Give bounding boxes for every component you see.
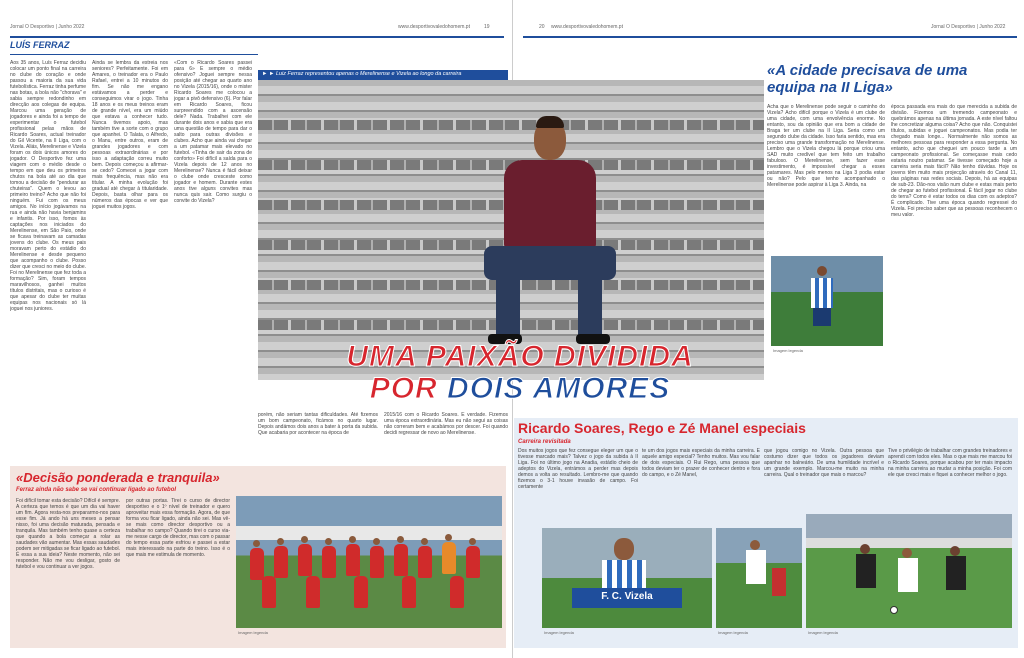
player-shirt-white xyxy=(898,558,918,592)
right-header-page: 20 xyxy=(539,24,545,30)
team-player-head xyxy=(301,536,308,543)
player-shirt xyxy=(746,550,766,584)
box-right-title: Ricardo Soares, Rego e Zé Manel especiais xyxy=(518,420,806,436)
player-photo-blue-white xyxy=(771,256,883,346)
team-player xyxy=(274,546,288,578)
ad-board xyxy=(806,538,1012,548)
player-head xyxy=(860,544,870,554)
team-player-head xyxy=(253,540,260,547)
team-player xyxy=(298,544,312,576)
box-right-text-3: que jogou comigo no Vizela. Outra pessoa que costumo dizer que todos os jogadores deviam apanhar no balneário. De uma humildade incrível e um grande exemplo. Marcou-me muito na minha carreira. Qual o treinador que mais o marcou? xyxy=(764,448,884,478)
article-column-2: Ainda se lembra da estreia nos seniores? Perfeitamente. Foi em Amares, o treinador era o Paulo Rafael, entrei a 10 minutos do fim. Se não me engano estávamos a perder e conseguimos virar o jogo. Tinha 18 anos e os meus treinos eram de grande nível, era um miúdo que estava a conhecer tudo. Nunca tivemos apoio, mas também tive a sorte com o grupo que apanhei. O Talata, o Alfredo, o Manu, entre outros, eram de grandes jogadores e com pessoas extraordinárias e por isso a adaptação correu muito bem. Depois começou a afirmar-se cedo? Comecei a jogar com mais frequência, mas não era titular. A minha evolução foi gradual até chegar à titularidade. Depois, basta olhar para os números das épocas e ver que joguei muitos jogos. xyxy=(92,60,168,210)
team-player xyxy=(450,576,464,608)
article-column-mid-2: 2015/16 com o Ricardo Soares. É verdade. Fizemos uma época extraordinária. Mas eu não segui as coisas não correram bem e acabámos por descer. Foi quando decidi regressar de novo ao Merelinense. xyxy=(384,412,508,436)
box-right-caption-3: Imagem legenda xyxy=(808,630,838,635)
box-right-caption-2: Imagem legenda xyxy=(718,630,748,635)
photo-caption: ► ► Luiz Ferraz representou apenas o Merelinense e Vizela ao longo da carreira xyxy=(262,71,462,77)
main-title-line2-b: DOIS AMORES xyxy=(447,372,671,405)
seat-row xyxy=(258,120,764,130)
main-title-line1-text: UMA PAIXÃO DIVIDIDA xyxy=(346,340,694,373)
player-leg-left xyxy=(496,276,520,336)
box-left-sub: Ferraz ainda não sabe se vai continuar ligado ao futebol xyxy=(16,487,177,493)
player-head xyxy=(614,538,634,560)
right-header-site: www.desportivovaledohomem.pt xyxy=(551,24,623,30)
main-title-line1 xyxy=(260,340,780,374)
team-player xyxy=(250,548,264,580)
match-photo-2 xyxy=(806,514,1012,628)
section-label: LUÍS FERRAZ xyxy=(10,40,70,50)
player-shirt-dark xyxy=(856,554,876,588)
article-column-3: «Com o Ricardo Soares passei para 6» E sempre o médio ofensivo? Joguei sempre nessa posição até chegar ao quarto ano no Vizela (2015/16), onde o mister Ricardo Soares me colocou a jogar a pivô defensivo (6). Por falar em Ricardo Soares, ficou surpreendido com a ascensão dele? Nada. Trabalhei com ele durante dois anos e sabia que era uma questão de tempo para dar o salto para outras divisões e clubes. Acho que ainda vai chegar a um patamar mais elevado no futebol. «Tinha de sair da zona de conforto» Foi difícil a saída para o Vizela depois de 12 anos no Merelinense? Nunca é fácil deixar o clube onde cresceste como jogador e homem. Durante estes anos tive alguns convites mas nunca quis sair. Como surgiu o convite do Vizela? xyxy=(174,60,252,204)
left-header-rule xyxy=(10,36,504,38)
box-right-sub: Carreira revisitada xyxy=(518,439,571,445)
right-column-1: Acha que o Merelinense pode seguir o caminho do Vizela? Acho difícil porque o Vizela é um clube de uma cidade, com uma envolvência enorme. No entanto, sou da opinião que era bom a cidade de Braga ter um clube na II Liga. Seria como um segundo clube da cidade. Isso faria sentido, mas era preciso uma grande transformação no Merelinense. Lembro que o Vizela chegou lá porque criou uma SAD muito credível que tem feito um trabalho fabuloso. O Merelinense, sem fazer esse investimento, é impossível chegar a esses patamares. Mas pelo menos na Liga 3 podia estar ou não? Pelo que tenho acompanhado o Merelinense pode aspirar à Liga 3. Ainda, na xyxy=(767,104,885,188)
section-rule xyxy=(10,54,258,55)
team-player xyxy=(346,544,360,576)
team-player xyxy=(418,546,432,578)
team-player-head xyxy=(445,534,452,541)
stand-wall xyxy=(236,526,502,540)
player-shirt-dark xyxy=(946,556,966,590)
player-shirt xyxy=(504,160,596,250)
main-photo-stadium xyxy=(258,80,764,380)
match-photo-1 xyxy=(716,528,802,628)
main-title-line2-a: POR xyxy=(369,372,438,405)
player-head xyxy=(750,540,760,550)
team-player-head xyxy=(349,536,356,543)
team-player-head xyxy=(277,538,284,545)
team-player xyxy=(322,546,336,578)
photo-caption-small: Imagem legenda xyxy=(773,348,803,353)
opponent-shirt xyxy=(772,568,786,596)
player-leg-right xyxy=(578,276,602,336)
team-player xyxy=(306,576,320,608)
box-left-quote: «Decisão ponderada e tranquila» xyxy=(16,470,220,485)
main-title-line2 xyxy=(260,372,780,406)
team-player-head xyxy=(469,538,476,545)
left-header-journal: Jornal O Desportivo | Junho 2022 xyxy=(10,24,85,30)
player-jeans xyxy=(484,246,616,280)
team-player-head xyxy=(421,538,428,545)
team-player xyxy=(394,544,408,576)
team-player-head xyxy=(397,536,404,543)
team-player xyxy=(402,576,416,608)
player-head xyxy=(902,548,912,558)
box-left-text-2: por outras portas. Tirei o curso de director desportivo e o 1º nível de treinador e quero aproveitar mais essa formação. Agora, de que forma vou ficar ligado, ainda não sei. Mas vê-se mais como director desportivo ou a trabalhar no campo? Quando tirei o curso via-me nesse cargo de director, mas com o passar do tempo essa parte esfriou e passei a estar mais interessado na parte do treino. Isso é o que mais me estimula de momento. xyxy=(126,498,230,558)
box-left-text: Foi difícil tomar esta decisão? Difícil é sempre. A certeza que temos é que um dia vai haver um fim. Agora resta-nos prepararmo-nos para esse fim. Já ando há uns meses a pensar nisso, foi uma decisão maturada, pensada e tranquila. Mas também tenho quase a certeza que quando a bola começar a rolar as saudades vão aumentar. Mas essas saudades podem ser mitigadas se ficar ligado ao futebol. É essa a sua ideia? Neste momento, não sei responder. Não me vou desligar, gosto de futebol e vou continuar a ver jogos. xyxy=(16,498,120,570)
player-hair xyxy=(536,116,564,128)
article-column-mid: porém, não seriam tantas dificuldades. Até fizemos um bom campeonato, ficámos no quarto lugar. Depois andámos dois anos a bater à porta da subida. Que acabaria por acontecer na época de xyxy=(258,412,378,436)
team-player xyxy=(370,546,384,578)
right-column-2: época passada era mais do que merecida a subida de divisão. Fizemos um tremendo campeonato e quebrámos apenas na última jornada. A este nível faltou lhe concretizar alguma coisa? Acho que não. Conquistei títulos, subidas e joguei campeonatos. Mas podia ter chegado mais longe... Normalmente não somos as melhores pessoas para responder a essa pergunta. No entanto, acho que cheguei um pouco tarde a um campeonato profissional. Se começasse mais cedo estaria noutro patamar. Se tivesse começado hoje a carreira seria mais fácil? Não tenho dúvidas. Hoje os jovens têm muito mais projecção através do Canal 11, das páginas nas redes sociais. Depois, há as equipas de sub-23. Dão-nos visão num clube e estas mais perto de chegar ao futebol profissional. É fácil jogar no clube do terra? Como é estar todos os dias com os adeptos? É complicado. Tive uma época quando regressei do Vizela. Foi preciso saber que as pessoas reconhecem o meu valor. xyxy=(891,104,1017,218)
ball xyxy=(890,606,898,614)
team-keeper xyxy=(442,542,456,574)
team-player-head xyxy=(325,538,332,545)
player-head xyxy=(817,266,827,276)
vizela-photo xyxy=(542,528,712,628)
left-header-site: www.desportivovaledohomem.pt xyxy=(398,24,470,30)
player-shorts xyxy=(813,308,831,326)
right-header-journal: Jornal O Desportivo | Junho 2022 xyxy=(931,24,1006,30)
team-player xyxy=(354,576,368,608)
team-player xyxy=(262,576,276,608)
article-column-1: Aos 35 anos, Luís Ferraz decidiu colocar um ponto final na carreira no clube do coração e onde passou a maioria da sua vida futebolística. Ferraz tinha perfume nas botas, a bola não "chorava" e sabia sempre redondinho em direcção aos colegas de equipa. Marcou uma geração de jogadores e ainda foi a tempo de experimentar o futebol profissional pelas mãos de Ricardo Soares, actual treinador do Gil Vicente, na II Liga, com o Vizela. Aliás, Merelinense e Vizela foram os dois únicos amores do jogador. O Desportivo fez uma viagem com o médio desde o tempo em que deu os primeiros chutos na bola até ao dia que tomou a decisão de "pendurar as chuteiras". Quem o levou ao primeiro treino? Acho que não foi ninguém. Fui com os meus amigos. No início jogávamos na rua e ainda não havia benjamins e infantis. Por isso, fomos às captações nos iniciados do Merelinense, em São Paio, onde se ficava treinavam as camadas jovens do clube. Os meus pais moravam perto do estádio do Merelinense e desde pequeno que acompanho o clube. Posso dizer que cresci no meio do clube. Foi no Merelinense que fez toda a formação? Sim, foram tempos maravilhosos, ganhei muitos títulos distritais, mas o curioso é que apesar do clube ter muitas equipas nos nacionais só lá joguei nos juniores. xyxy=(10,60,86,312)
team-player xyxy=(466,546,480,578)
player-shirt xyxy=(811,278,833,308)
player-head xyxy=(950,546,960,556)
scarf-text: F. C. Vizela xyxy=(601,591,653,602)
box-right-text-2: te um dos jogos mais especiais da minha carreira. E aquele amigo especial? Tenho muitos. Mas vou falar de dois especiais. O Rui Rego, uma pessoa que todos deviam ter o prazer de conhecer dentro e fora do campo, e o Zé Manel, xyxy=(642,448,760,478)
team-player-head xyxy=(373,538,380,545)
quote-right-title: «A cidade precisava de uma equipa na II Liga» xyxy=(767,62,968,96)
left-header-page: 19 xyxy=(484,24,490,30)
right-header-rule xyxy=(523,36,1017,38)
box-left-caption: Imagem legenda xyxy=(238,630,268,635)
team-photo xyxy=(236,496,502,628)
box-right-caption-1: Imagem legenda xyxy=(544,630,574,635)
box-right-text-1: Dos muitos jogos que fez consegue eleger um que o tivesse marcado mais? Talvez o jogo da subida à II Liga. Foi no último jogo na Anadia, estádio cheio de adeptos do Vizela, entrámos a perder mas depois demos a volta ao resultado. Lembro-me que quando fizemos o 3-1 houve invasão de campo. Foi certamente xyxy=(518,448,638,490)
box-right-text-4: Tive o privilégio de trabalhar com grandes treinadores e aprendi com todos eles. Mas o que mais me marcou foi o Ricardo Soares, porque acabou por ter mais impacto na minha carreira ao mudar a minha posição. Foi com ele que cresci mais e fiquei a conhecer melhor o jogo. xyxy=(888,448,1012,478)
